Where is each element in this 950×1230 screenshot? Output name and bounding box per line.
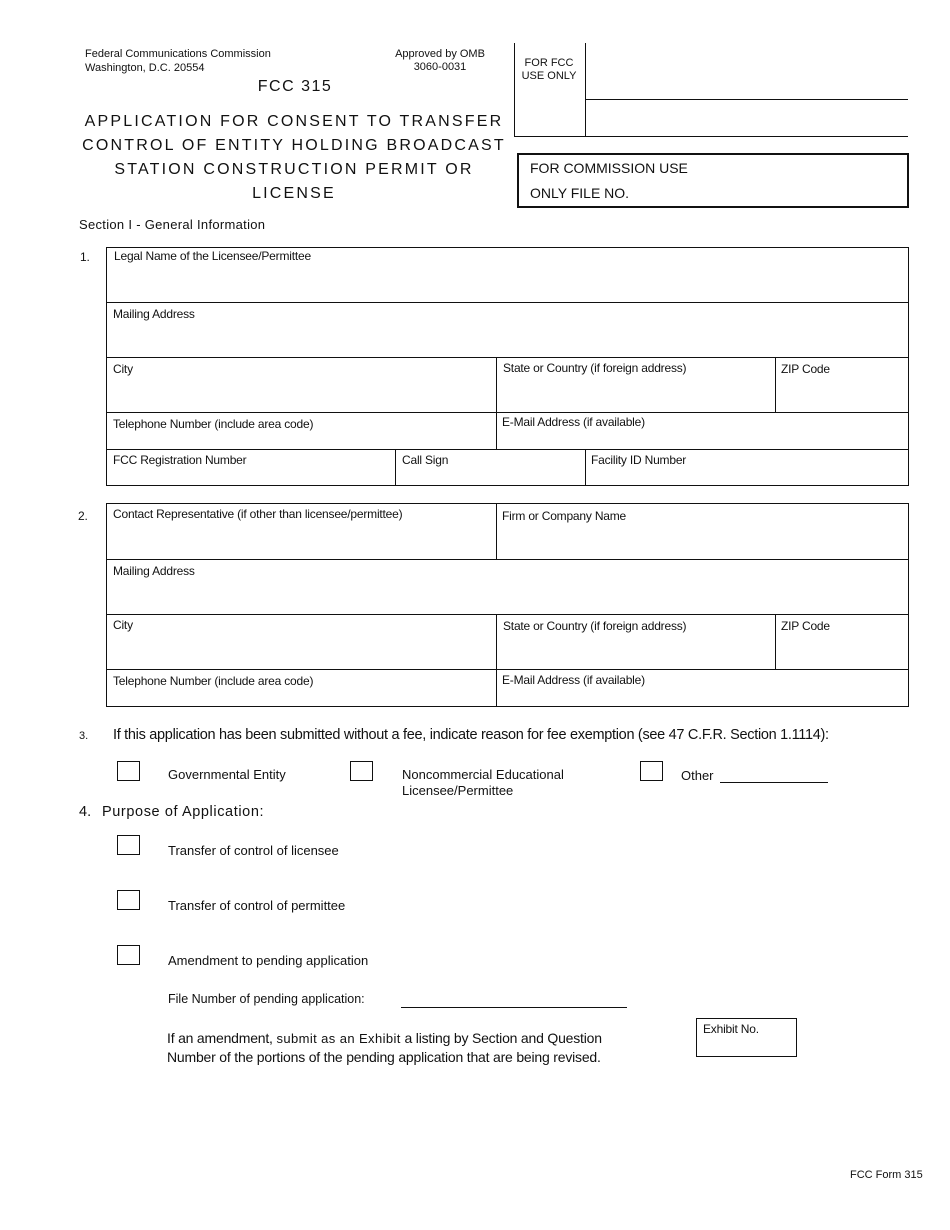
q4-amend-text-a: If an amendment, [167,1030,273,1046]
q2-telephone-label: Telephone Number (include area code) [113,674,314,688]
q2-email-label: E-Mail Address (if available) [502,673,645,687]
q2-zip-input[interactable] [781,645,907,665]
q1-zip-label: ZIP Code [781,362,830,376]
fcc-use-divider [585,43,586,136]
q3-gov-label: Governmental Entity [168,767,286,782]
q1-mailing-address-input[interactable] [113,334,897,354]
q1-col-divider [496,357,497,449]
agency-name: Federal Communications Commission [85,48,271,60]
q2-telephone-input[interactable] [113,688,492,706]
q1-row-divider [106,302,909,303]
q4-amend-text-c: a listing by Section and Question [404,1030,602,1046]
q3-nce-label-line1: Noncommercial Educational [402,767,564,782]
q2-contact-rep-input[interactable] [113,535,492,555]
file-no-label: ONLY FILE NO. [530,185,630,201]
omb-approval: Approved by OMB [395,48,485,60]
commission-use-label: FOR COMMISSION USE [530,160,688,176]
q1-email-input[interactable] [503,431,907,449]
form-number: FCC 315 [257,78,333,95]
q2-zip-label: ZIP Code [781,619,830,633]
q2-number: 2. [78,509,88,523]
q2-col-divider [496,614,497,707]
q1-call-sign-label: Call Sign [402,453,449,467]
form-title: APPLICATION FOR CONSENT TO TRANSFER CONTROL OF ENTITY HOLDING BROADCAST STATION CONSTRUCTION PERMIT OR LICENSE [82,113,506,202]
q1-row-divider [106,412,909,413]
q1-city-label: City [113,362,133,376]
q1-state-input[interactable] [503,388,772,408]
q2-email-input[interactable] [503,688,907,706]
q4-licensee-label: Transfer of control of licensee [168,843,339,858]
q2-contact-rep-label: Contact Representative (if other than licensee/permittee) [113,507,403,521]
section-heading: Section I - General Information [79,217,266,232]
q4-amend-text-b: submit as an Exhibit [276,1031,401,1046]
q1-telephone-input[interactable] [113,431,492,449]
q4-file-number-label: File Number of pending application: [168,992,365,1006]
q4-permittee-checkbox[interactable] [117,890,140,910]
q2-col-divider [775,614,776,669]
q2-firm-input[interactable] [503,535,907,555]
q1-telephone-label: Telephone Number (include area code) [113,417,314,431]
q2-mailing-address-input[interactable] [113,590,897,610]
q1-col-divider [395,449,396,486]
q1-legal-name-label: Legal Name of the Licensee/Permittee [114,249,311,263]
q1-city-input[interactable] [113,388,492,408]
q3-other-label: Other [681,768,714,783]
q2-mailing-address-label: Mailing Address [113,564,195,578]
exhibit-box[interactable] [696,1018,797,1057]
q2-state-label: State or Country (if foreign address) [503,619,687,633]
q1-legal-name-input[interactable] [113,279,897,299]
q3-question: If this application has been submitted without a fee, indicate reason for fee exemption (see 47 C.F.R. Section 1.1114): [113,727,829,743]
q1-col-divider [585,449,586,486]
q1-call-sign-input[interactable] [402,467,584,485]
agency-address: Washington, D.C. 20554 [85,62,205,74]
fcc-use-mid-line [585,99,908,100]
q1-col-divider [775,357,776,412]
q4-amendment-instruction-line1 [167,1029,602,1048]
q2-row-divider [106,559,909,560]
q3-nce-checkbox[interactable] [350,761,373,781]
q2-col-divider [496,503,497,559]
q4-number: 4. [79,804,92,820]
omb-number: 3060-0031 [413,61,467,73]
q1-mailing-address-label: Mailing Address [113,307,195,321]
q2-row-divider [106,614,909,615]
q3-gov-checkbox[interactable] [117,761,140,781]
q1-number: 1. [80,250,90,264]
q1-row-divider [106,449,909,450]
q4-heading: Purpose of Application: [102,804,265,820]
q1-facility-id-input[interactable] [591,467,907,485]
fcc-use-left-border [514,43,515,136]
q1-zip-input[interactable] [781,388,907,408]
q1-email-label: E-Mail Address (if available) [502,415,645,429]
q3-other-input[interactable] [721,765,831,783]
q2-city-input[interactable] [113,645,492,665]
q1-frn-input[interactable] [113,467,392,485]
fcc-use-only-label: FOR FCC USE ONLY [521,57,577,82]
q3-nce-label-line2: Licensee/Permittee [402,783,514,798]
q2-city-label: City [113,618,133,632]
q1-state-label: State or Country (if foreign address) [503,361,687,375]
q4-amendment-instruction-line2: Number of the portions of the pending application that are being revised. [167,1049,601,1065]
q4-licensee-checkbox[interactable] [117,835,140,855]
q3-other-checkbox[interactable] [640,761,663,781]
q4-amendment-label: Amendment to pending application [168,953,369,968]
commission-use-box [517,153,909,208]
fcc-use-bottom-border [514,136,908,137]
q4-amendment-checkbox[interactable] [117,945,140,965]
q2-row-divider [106,669,909,670]
q2-state-input[interactable] [503,645,772,665]
q4-file-number-input[interactable] [403,990,629,1008]
exhibit-label: Exhibit No. [703,1022,759,1036]
q1-row-divider [106,357,909,358]
form-footer-label: FCC Form 315 [850,1169,923,1181]
q1-facility-id-label: Facility ID Number [591,453,687,467]
q1-frn-label: FCC Registration Number [113,453,247,467]
q3-number: 3. [79,730,89,742]
q2-firm-label: Firm or Company Name [502,509,627,523]
q4-permittee-label: Transfer of control of permittee [168,898,346,913]
